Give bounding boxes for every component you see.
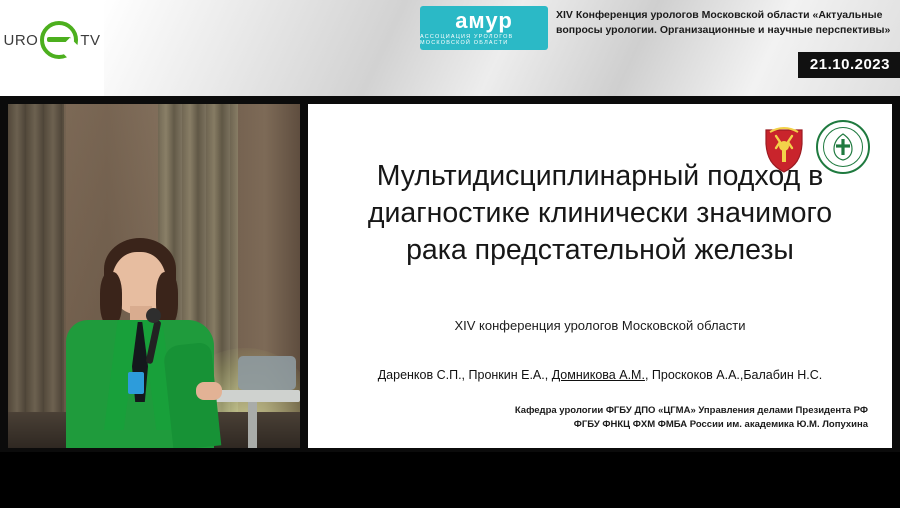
amur-logo-title: амур bbox=[455, 8, 513, 33]
slide-title: Мультидисциплинарный подход в диагностике клинически значимого рака предстательной железы bbox=[367, 160, 833, 266]
amur-logo-subtitle: АССОЦИАЦИЯ УРОЛОГОВ МОСКОВСКОЙ ОБЛАСТИ bbox=[420, 34, 514, 46]
amur-sponsor-logo[interactable] bbox=[420, 6, 548, 50]
video-table-leg bbox=[248, 402, 257, 448]
speaker-hair-left bbox=[100, 272, 122, 326]
affiliation-line-2: ФГБУ ФНКЦ ФХМ ФМБА России им. академика Ю.М. Лопухина bbox=[573, 419, 868, 430]
date-badge: 21.10.2023 bbox=[798, 52, 900, 78]
video-chair bbox=[238, 356, 296, 390]
microphone-head-icon bbox=[146, 308, 161, 323]
authors-suffix: , Проскоков А.А.,Балабин Н.С. bbox=[644, 368, 823, 382]
broadcast-header bbox=[0, 0, 900, 96]
urotv-logo-right-text: TV bbox=[80, 31, 101, 49]
speaker-hand bbox=[196, 382, 222, 400]
affiliation-line-1: Кафедра урологии ФГБУ ДПО «ЦГМА» Управления делами Президента РФ bbox=[514, 405, 868, 416]
video-curtain-left bbox=[8, 104, 66, 448]
slide-authors bbox=[336, 368, 864, 382]
green-e-circle-icon bbox=[40, 21, 78, 59]
speaker-video-tile[interactable] bbox=[8, 104, 300, 448]
presentation-slide[interactable] bbox=[308, 104, 892, 448]
authors-prefix: Даренков С.П., Пронкин Е.А., bbox=[377, 368, 552, 382]
urotv-logo-left-text: URO bbox=[3, 31, 39, 49]
slide-subtitle: XIV конференция урологов Московской области bbox=[454, 318, 746, 333]
urotv-logo[interactable] bbox=[0, 0, 104, 96]
bottom-letterbox bbox=[0, 452, 900, 508]
conference-title: XIV Конференция урологов Московской области «Актуальные вопросы урологии. Организационные и научные перспективы» bbox=[556, 9, 891, 36]
slide-affiliation bbox=[348, 404, 868, 432]
video-table bbox=[214, 390, 300, 402]
authors-highlighted-name: Домникова А.М. bbox=[551, 368, 645, 382]
speaker-badge bbox=[128, 372, 144, 394]
